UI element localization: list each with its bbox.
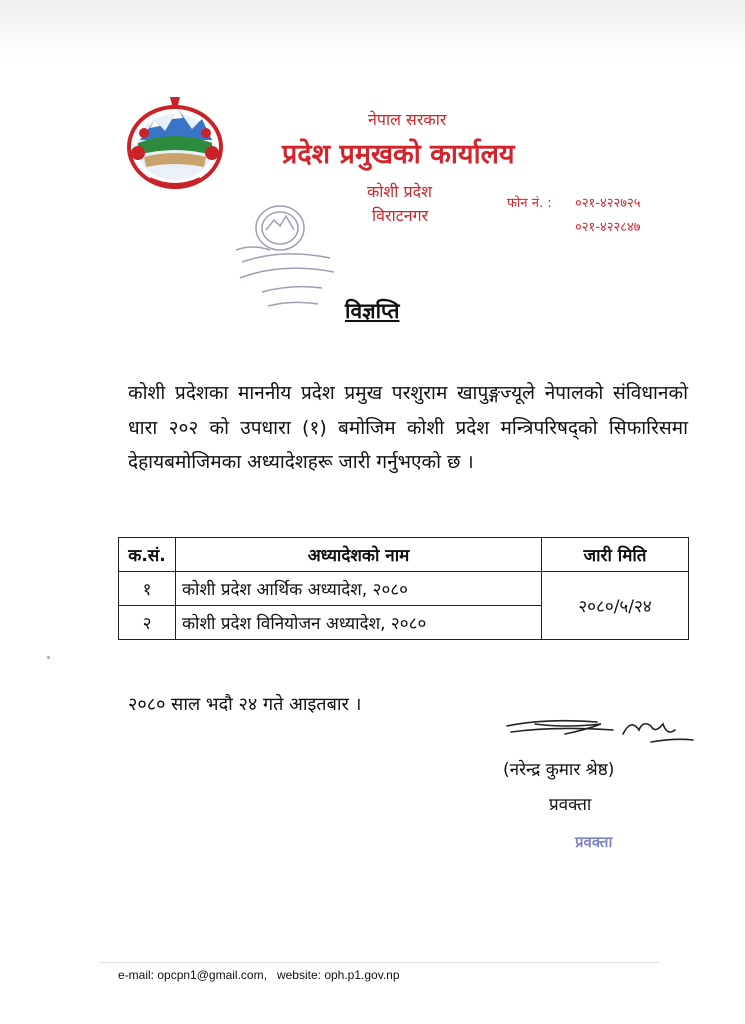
handwritten-signature xyxy=(505,712,695,752)
row-serial: १ xyxy=(119,572,176,606)
table-header-row xyxy=(119,538,689,572)
website-address[interactable]: oph.p1.gov.np xyxy=(324,968,400,982)
province-name: कोशी प्रदेश xyxy=(367,182,433,201)
website-label: website: xyxy=(276,968,321,982)
row-ordinance-name: कोशी प्रदेश आर्थिक अध्यादेश, २०८० xyxy=(176,572,542,606)
header-serial: क.सं. xyxy=(119,538,176,572)
table-row xyxy=(119,572,689,606)
role-stamp: प्रवक्ता xyxy=(575,833,613,851)
office-seal-icon xyxy=(222,200,352,320)
issue-date-line: २०८० साल भदौ २४ गते आइतबार । xyxy=(128,694,362,715)
scan-speck xyxy=(47,656,50,659)
footer-divider xyxy=(100,962,660,963)
city-name: विराटनगर xyxy=(372,206,429,225)
email-address[interactable]: opcpn1@gmail.com, xyxy=(157,968,267,982)
phone-number-1: ०२१-४२२७२५ xyxy=(575,196,641,211)
office-name: प्रदेश प्रमुखको कार्यालय xyxy=(282,139,515,170)
notice-body: कोशी प्रदेशका माननीय प्रदेश प्रमुख परशुराम खापुङ्गज्यूले नेपालको संविधानको धारा २०२ को उपधारा (१) बमोजिम कोशी प्रदेश मन्त्रिपरिषद्को सिफारिसमा देहायबमोजिमका अध्यादेशहरू जारी गर्नुभएको छ । xyxy=(128,382,688,473)
row-ordinance-name: कोशी प्रदेश विनियोजन अध्यादेश, २०८० xyxy=(176,606,542,640)
notice-title: विज्ञप्ति xyxy=(345,299,400,323)
signatory-role: प्रवक्ता xyxy=(549,795,592,815)
header-issue-date: जारी मिति xyxy=(542,538,689,572)
ordinance-table xyxy=(118,537,689,640)
header-ordinance-name: अध्यादेशको नाम xyxy=(176,538,542,572)
email-label: e-mail: xyxy=(118,968,155,982)
government-name: नेपाल सरकार xyxy=(368,110,447,129)
row-issue-date: २०८०/५/२४ xyxy=(542,572,689,640)
signatory-name: (नरेन्द्र कुमार श्रेष्ठ) xyxy=(503,760,615,780)
phone-number-2: ०२१-४२२८४७ xyxy=(575,220,641,235)
row-serial: २ xyxy=(119,606,176,640)
phone-label: फोन नं. : xyxy=(507,196,552,211)
footer-contact xyxy=(118,968,400,982)
scan-shadow xyxy=(0,0,745,60)
nepal-emblem-icon xyxy=(120,95,230,195)
